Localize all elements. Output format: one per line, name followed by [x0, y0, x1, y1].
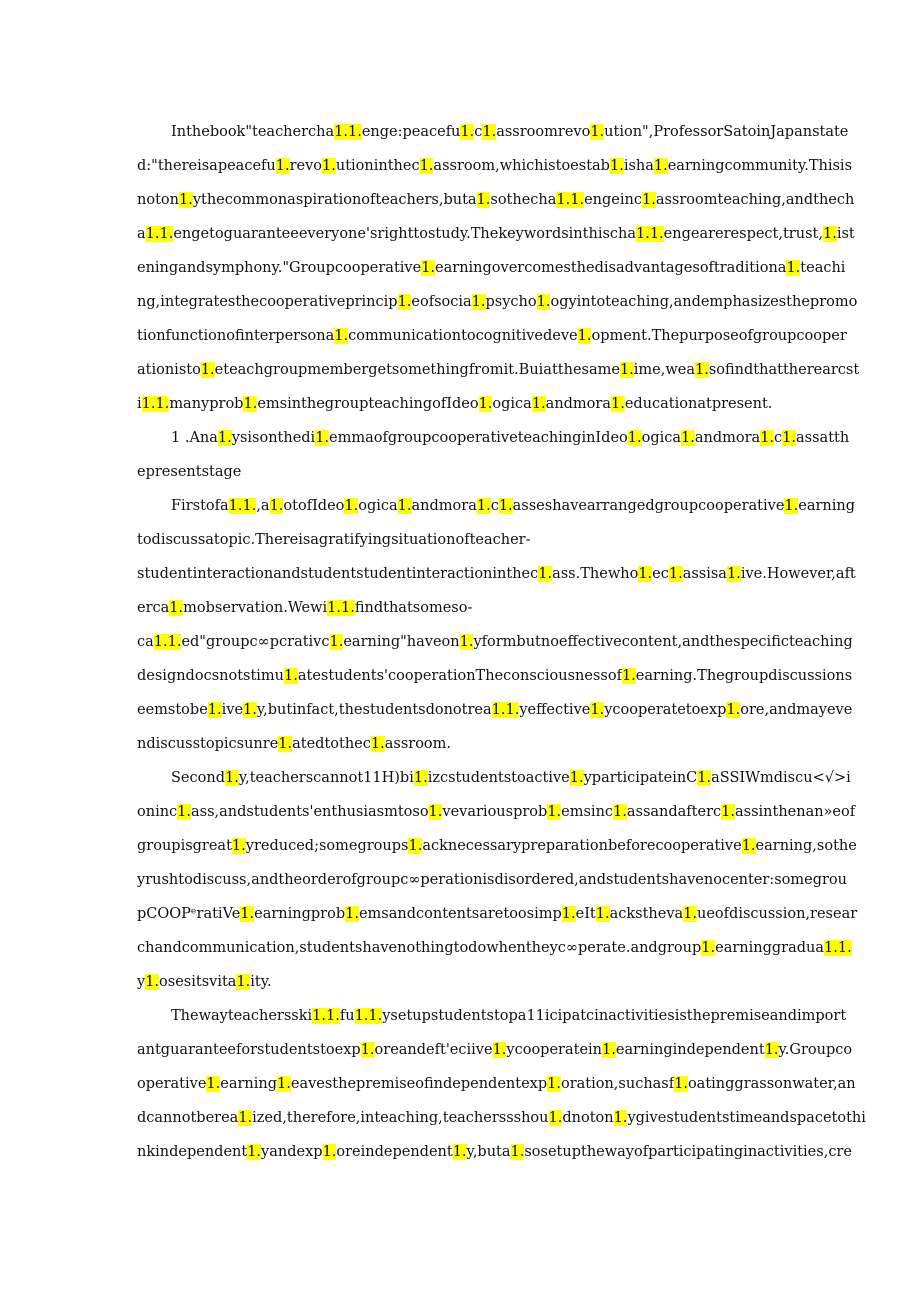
highlighted-text: 1. [397, 294, 412, 310]
text-line: 1 .Ana1.ysisonthedi1.emmaofgroupcooperativeteachinginIdeo1.ogica1.andmora1.c1.assatth [171, 430, 850, 446]
text-line: pCOOPᵉratiVe1.earningprob1.emsandcontentsaretoosimp1.eIt1.ackstheva1.ueofdiscussion,resear [137, 906, 858, 922]
text-line: oninc1.ass,andstudents'enthusiasmtoso1.vevariousprob1.emsinc1.assandafterc1.assinthenan»eof [137, 804, 856, 820]
highlighted-text: 1.1. [145, 226, 174, 242]
highlighted-text: 1. [207, 702, 222, 718]
highlighted-text: 1. [548, 1110, 563, 1126]
text-line: todiscussatopic.Thereisagratifyingsituationofteacher- [137, 532, 531, 548]
text-line: erca1.mobservation.Wewi1.1.findthatsomeso- [137, 600, 473, 616]
highlighted-text: 1. [784, 498, 799, 514]
highlighted-text: 1. [334, 328, 349, 344]
highlighted-text: 1. [590, 702, 605, 718]
highlighted-text: 1.1. [312, 1008, 340, 1024]
text-line: epresentstage [137, 464, 242, 480]
highlighted-text: 1. [370, 736, 385, 752]
highlighted-text: 1.1. [141, 396, 170, 412]
text-line: Thewayteachersski1.1.fu1.1.ysetupstudentstopa11icipatcinactivitiesisthepremiseandimport [171, 1008, 847, 1024]
text-line: eningandsymphony."Groupcooperative1.earningovercomesthedisadvantagesoftraditiona1.teachi [137, 260, 846, 276]
highlighted-text: 1. [590, 124, 605, 140]
highlighted-text: 1. [315, 430, 330, 446]
highlighted-text: 1. [217, 430, 232, 446]
highlighted-text: 1. [609, 158, 624, 174]
highlighted-text: 1. [344, 498, 359, 514]
highlighted-text: 1. [681, 430, 695, 446]
highlighted-text: 1.1. [327, 600, 355, 616]
highlighted-text: 1. [547, 804, 562, 820]
highlighted-text: 1. [613, 804, 627, 820]
highlighted-text: 1.1. [354, 1008, 383, 1024]
highlighted-text: 1. [641, 192, 656, 208]
highlighted-text: 1. [206, 1076, 221, 1092]
highlighted-text: 1. [413, 770, 428, 786]
text-line: noton1.ythecommonaspirationofteachers,buta1.sothecha1.1.engeinc1.assroomteaching,andthech [137, 192, 855, 208]
highlighted-text: 1. [177, 804, 192, 820]
highlighted-text: 1. [695, 362, 709, 378]
highlighted-text: 1. [231, 838, 246, 854]
highlighted-text: 1. [683, 906, 698, 922]
highlighted-text: 1. [476, 192, 491, 208]
highlighted-text: 1. [764, 1042, 779, 1058]
highlighted-text: 1. [611, 396, 625, 412]
text-line: dcannotberea1.ized,therefore,inteaching,teacherssshou1.dnoton1.ygivestudentstimeandspacetothi [137, 1110, 866, 1126]
highlighted-text: 1. [322, 1144, 337, 1160]
highlighted-text: 1.1. [153, 634, 182, 650]
highlighted-text: 1. [243, 396, 258, 412]
highlighted-text: 1. [627, 430, 642, 446]
highlighted-text: 1. [428, 804, 443, 820]
highlighted-text: 1. [240, 906, 255, 922]
text-line: Inthebook"teachercha1.1.enge:peacefu1.c1.assroomrevo1.ution",ProfessorSatoinJapanstate [171, 124, 849, 140]
highlighted-text: 1. [322, 158, 336, 174]
highlighted-text: 1. [701, 940, 716, 956]
highlighted-text: 1. [275, 158, 290, 174]
highlighted-text: 1. [482, 124, 497, 140]
highlighted-text: 1. [145, 974, 160, 990]
highlighted-text: 1. [278, 736, 293, 752]
highlighted-text: 1. [653, 158, 668, 174]
highlighted-text: 1. [613, 1110, 628, 1126]
highlighted-text: 1. [498, 498, 513, 514]
highlighted-text: 1. [760, 430, 775, 446]
highlighted-text: 1.1. [636, 226, 664, 242]
text-line: eemstobe1.ive1.y,butinfact,thestudentsdonotrea1.1.yeffective1.ycooperatetoexp1.ore,andmayeve [137, 702, 853, 718]
highlighted-text: 1. [284, 668, 298, 684]
highlighted-text: 1. [460, 124, 475, 140]
text-line: ndiscusstopicsunre1.atedtothec1.assroom. [137, 736, 452, 752]
text-line: studentinteractionandstudentstudentinteractioninthec1.ass.Thewho1.ec1.assisa1.ive.However,aft [137, 566, 856, 582]
text-line: y1.osesitsvita1.ity. [137, 974, 272, 990]
highlighted-text: 1. [360, 1042, 375, 1058]
text-line: ng,integratesthecooperativeprincip1.eofsocia1.psycho1.ogyintoteaching,andemphasizesthepromo [137, 294, 858, 310]
highlighted-text: 1. [236, 974, 251, 990]
highlighted-text: 1. [421, 260, 436, 276]
highlighted-text: 1. [547, 1076, 561, 1092]
highlighted-text: 1. [822, 226, 837, 242]
highlighted-text: 1. [269, 498, 284, 514]
highlighted-text: 1. [169, 600, 184, 616]
highlighted-text: 1. [726, 566, 741, 582]
highlighted-text: 1. [561, 906, 576, 922]
highlighted-text: 1. [471, 294, 486, 310]
highlighted-text: 1. [345, 906, 359, 922]
highlighted-text: 1. [538, 566, 553, 582]
highlighted-text: 1. [531, 396, 546, 412]
highlighted-text: 1. [595, 906, 610, 922]
highlighted-text: 1. [510, 1144, 525, 1160]
highlighted-text: 1. [243, 702, 257, 718]
highlighted-text: 1. [536, 294, 551, 310]
highlighted-text: 1. [726, 702, 741, 718]
highlighted-text: 1. [277, 1076, 291, 1092]
highlighted-text: 1.1. [491, 702, 520, 718]
highlighted-text: 1. [668, 566, 683, 582]
highlighted-text: 1.1. [228, 498, 257, 514]
highlighted-text: 1. [577, 328, 592, 344]
highlighted-text: 1. [238, 1110, 253, 1126]
highlighted-text: 1. [459, 634, 474, 650]
text-line: chandcommunication,studentshavenothingtodowhentheyc∞perate.andgroup1.earninggradua1.1. [137, 940, 852, 956]
text-line: operative1.earning1.eavesthepremiseofindependentexp1.oration,suchasf1.oatinggrassonwater,an [137, 1076, 856, 1092]
highlighted-text: 1. [408, 838, 423, 854]
text-line: groupisgreat1.yreduced;somegroups1.acknecessarypreparationbeforecooperative1.earning,sothe [137, 838, 857, 854]
highlighted-text: 1. [452, 1144, 467, 1160]
highlighted-text: 1.1. [824, 940, 852, 956]
highlighted-text: 1. [674, 1076, 688, 1092]
text-line: tionfunctionofinterpersona1.communicationtocognitivedeve1.opment.Thepurposeofgroupcooper [137, 328, 847, 344]
highlighted-text: 1. [329, 634, 344, 650]
highlighted-text: 1. [476, 498, 491, 514]
document-page [137, 115, 866, 1169]
text-line: yrushtodiscuss,andtheorderofgroupc∞perationisdisordered,andstudentshavenocenter:somegrou [137, 872, 847, 888]
highlighted-text: 1. [178, 192, 193, 208]
highlighted-text: 1. [721, 804, 735, 820]
highlighted-text: 1.1. [556, 192, 585, 208]
text-line: designdocsnotstimu1.atestudents'cooperationTheconsciousnessof1.earning.Thegroupdiscussions [137, 668, 853, 684]
highlighted-text: 1. [200, 362, 215, 378]
highlighted-text: 1. [225, 770, 239, 786]
highlighted-text: 1. [782, 430, 797, 446]
highlighted-text: 1. [247, 1144, 262, 1160]
text-line: Second1.y,teacherscannot11H)bi1.izcstudentstoactive1.yparticipateinC1.aSSIWmdiscu<√>i [171, 770, 851, 786]
highlighted-text: 1. [602, 1042, 616, 1058]
highlighted-text: 1. [478, 396, 493, 412]
text-line: a1.1.engetoguaranteeeveryone'srighttostudy.Thekeywordsinthischa1.1.engearerespect,trust,1.ist [137, 226, 855, 242]
text-line: nkindependent1.yandexp1.oreindependent1.y,buta1.sosetupthewayofparticipatinginactivities,cre [137, 1144, 852, 1160]
text-line: ationisto1.eteachgroupmembergetsomethingfromit.Buiatthesame1.ime,wea1.sofindthattherearcst [137, 362, 860, 378]
highlighted-text: 1. [621, 668, 636, 684]
highlighted-text: 1. [786, 260, 801, 276]
text-line: i1.1.manyprob1.emsinthegroupteachingofIdeo1.ogica1.andmora1.educationatpresent. [137, 396, 773, 412]
highlighted-text: 1. [569, 770, 584, 786]
highlighted-text: 1. [492, 1042, 507, 1058]
text-line: Firstofa1.1.,a1.otofIdeo1.ogica1.andmora1.c1.asseshavearrangedgroupcooperative1.earning [171, 498, 856, 514]
highlighted-text: 1. [697, 770, 712, 786]
highlighted-text: 1. [741, 838, 756, 854]
highlighted-text: 1. [419, 158, 434, 174]
text-line: d:"thereisapeacefu1.revo1.utioninthec1.assroom,whichistoestab1.isha1.earningcommunity.Thisis [137, 158, 853, 174]
highlighted-text: 1. [397, 498, 412, 514]
highlighted-text: 1. [638, 566, 653, 582]
highlighted-text: 1. [619, 362, 634, 378]
text-line: antguaranteeforstudentstoexp1.oreandeft'eciive1.ycooperatein1.earningindependent1.y.Groupco [137, 1042, 853, 1058]
highlighted-text: 1.1. [334, 124, 362, 140]
text-line: ca1.1.ed"groupc∞pcrativc1.earning"haveon1.yformbutnoeffectivecontent,andthespecificteaching [137, 634, 853, 650]
